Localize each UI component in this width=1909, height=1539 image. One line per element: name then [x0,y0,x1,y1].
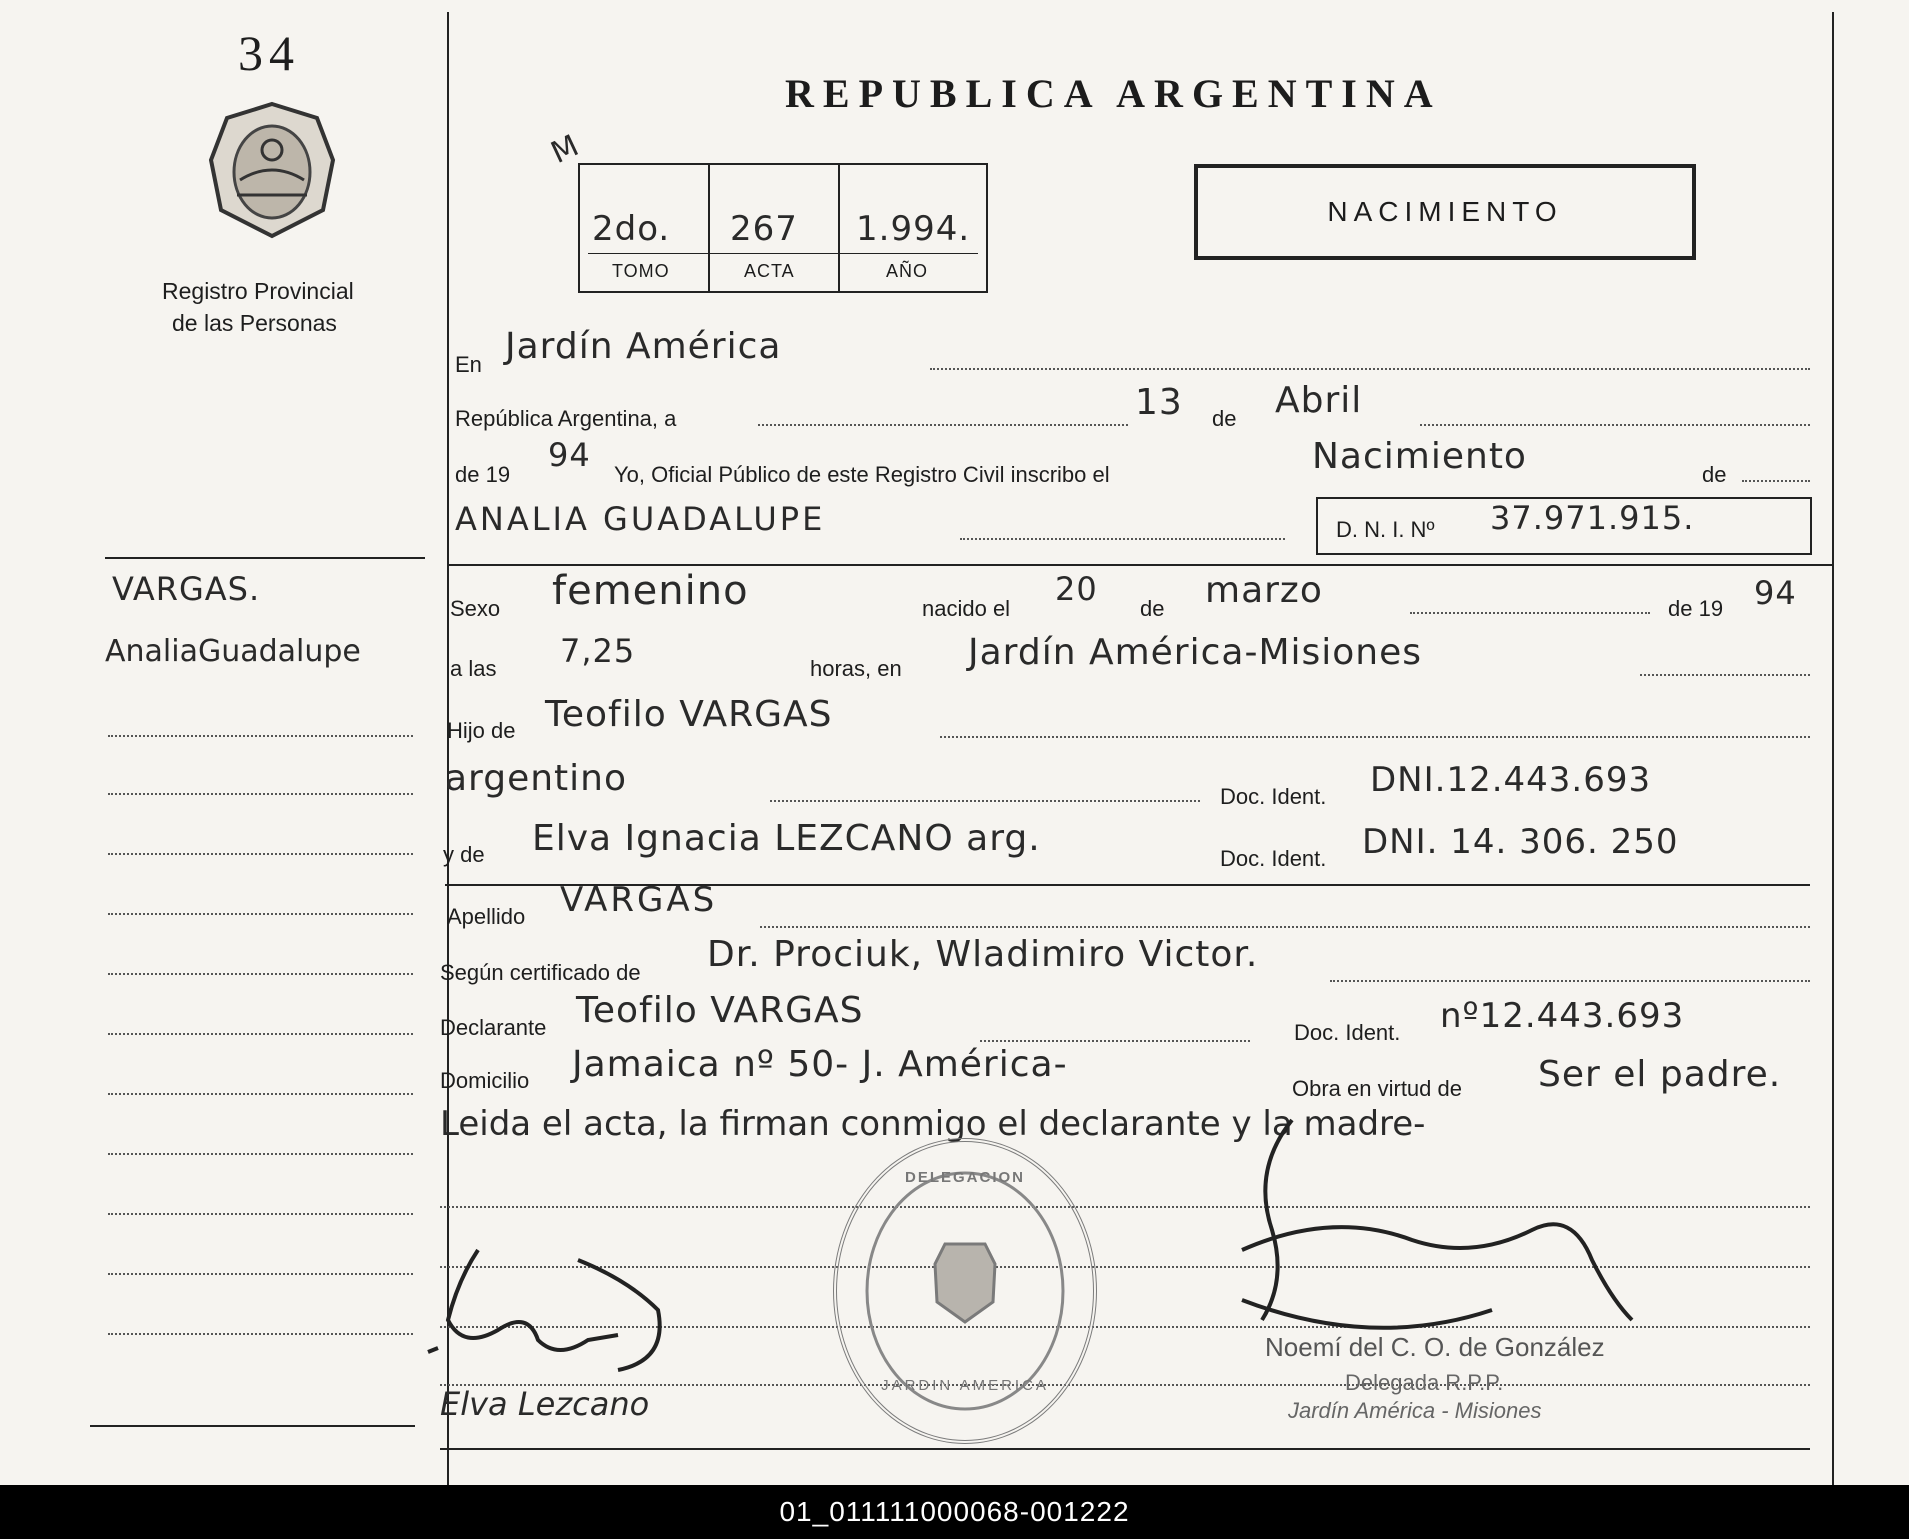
official-signature-scrawl [1212,1110,1642,1350]
a-las-label: a las [450,656,497,681]
mother-value: Elva Ignacia LEZCANO arg. [532,818,1041,859]
svg-text:JARDIN AMERICA: JARDIN AMERICA [881,1377,1049,1394]
official-seal [833,1138,1097,1444]
en-value: Jardín América [505,326,782,367]
mother-signature: Elva Lezcano [440,1385,650,1423]
de-label-2: de [1702,462,1727,487]
birth-month: marzo [1205,570,1323,611]
ano-label: AÑO [886,261,929,281]
horas-label: horas, en [810,656,902,681]
margin-line [108,853,413,855]
apellido-label: Apellido [447,904,526,929]
official-place: Jardín América - Misiones [1288,1398,1542,1423]
signature-icon [1212,1110,1642,1350]
day-value: 13 [1135,382,1183,423]
birth-day: 20 [1055,570,1098,608]
declarante-doc-label: Doc. Ident. [1294,1020,1401,1045]
obra-label: Obra en virtud de [1292,1076,1462,1101]
official-title: Delegada R.P.P. [1345,1370,1504,1395]
margin-line [108,1033,413,1035]
record-type-box [1194,164,1696,260]
record-box [578,163,988,293]
sexo-label: Sexo [450,596,501,621]
year-value: 94 [548,436,591,474]
margin-line [108,1153,413,1155]
margin-note-names: AnaliaGuadalupe [105,634,361,669]
de-label: de [1212,406,1237,431]
signature-icon [418,1240,698,1390]
initials-mark: M [545,127,586,172]
y-de-label: y de [443,842,485,867]
father-doc-label: Doc. Ident. [1220,784,1327,809]
seal-icon [837,1142,1093,1440]
svg-text:DELEGACION: DELEGACION [904,1169,1026,1186]
ano-value: 1.994. [856,209,971,249]
dni-box [1316,497,1812,555]
dni-label: D. N. I. Nº [1336,517,1435,542]
mother-doc-label: Doc. Ident. [1220,846,1327,871]
official-name: Noemí del C. O. de González [1265,1332,1605,1362]
margin-line [108,1093,413,1095]
apellido-value: VARGAS [560,880,718,920]
registry-line-1: Registro Provincial [162,278,354,304]
provincial-emblem [205,100,340,240]
declarante-value: Teofilo VARGAS [576,990,864,1031]
domicilio-value: Jamaica nº 50- J. América- [572,1044,1068,1085]
right-edge [1832,12,1834,1485]
segun-value: Dr. Prociuk, Wladimiro Victor. [707,934,1259,975]
margin-bottom-line [90,1425,415,1427]
domicilio-label: Domicilio [440,1068,530,1093]
father-nationality: argentino [445,758,628,799]
declarante-label: Declarante [440,1015,547,1040]
mother-doc: DNI. 14. 306. 250 [1362,822,1679,862]
year-prefix: de 19 [455,462,511,487]
hour-value: 7,25 [560,632,636,670]
birth-place: Jardín América-Misiones [968,632,1423,673]
republica-label: República Argentina, a [455,406,677,431]
father-value: Teofilo VARGAS [545,694,833,735]
margin-note-surname: VARGAS. [112,570,261,608]
obra-value: Ser el padre. [1538,1054,1782,1095]
nacido-label: nacido el [922,596,1011,621]
margin-line [108,1333,413,1335]
margin-line [108,735,413,737]
registry-line-2: de las Personas [172,310,337,336]
month-value: Abril [1275,380,1363,421]
margin-line [108,793,413,795]
dni-value: 37.971.915. [1490,499,1695,537]
record-type-label: NACIMIENTO [1327,196,1563,227]
acta-label: ACTA [744,261,795,281]
footer-code: 01_011111000068-001222 [0,1485,1909,1539]
closing-statement: Leida el acta, la firman conmigo el declarante y la madre- [440,1104,1426,1144]
inscribo-value: Nacimiento [1312,436,1527,477]
declarante-doc: nº12.443.693 [1440,996,1685,1036]
margin-line [108,973,413,975]
birth-year: 94 [1754,574,1797,612]
de-label-3: de [1140,596,1165,621]
yo-label: Yo, Oficial Público de este Registro Civil inscribo el [614,462,1110,487]
father-doc: DNI.12.443.693 [1370,760,1652,800]
margin-line [108,1213,413,1215]
margin-top-line [105,557,425,559]
sexo-value: femenino [552,568,749,614]
page-number: 34 [238,25,300,81]
emblem-icon [205,100,340,240]
segun-label: Según certificado de [440,960,641,985]
de19-label: de 19 [1668,596,1724,621]
acta-value: 267 [730,209,798,249]
tomo-label: TOMO [612,261,670,281]
document-title: REPUBLICA ARGENTINA [785,71,1442,116]
hijo-label: Hijo de [447,718,516,743]
name-value: ANALIA GUADALUPE [455,500,826,538]
margin-line [108,1273,413,1275]
en-label: En [455,352,482,377]
mother-signature-scrawl [418,1240,698,1390]
tomo-value: 2do. [592,209,671,249]
margin-line [108,913,413,915]
